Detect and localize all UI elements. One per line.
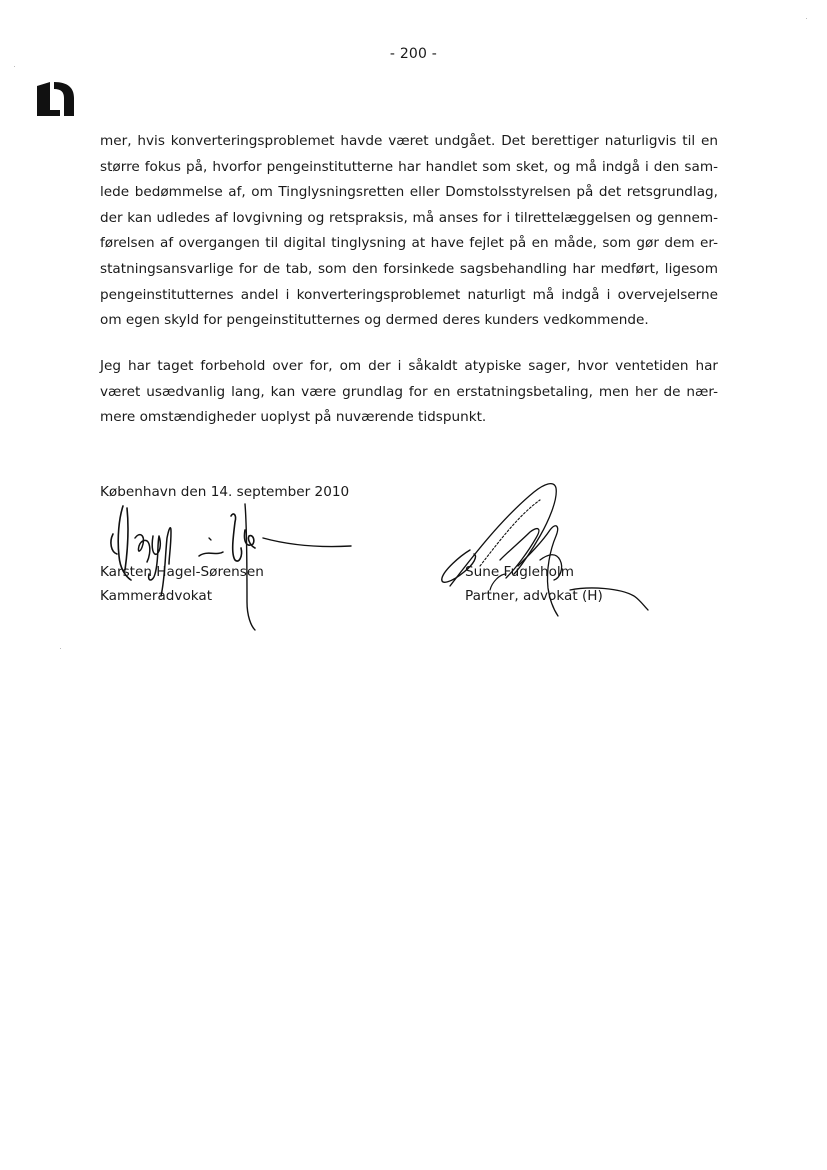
scan-speck — [14, 66, 15, 67]
paragraph-line: der kan udledes af lovgivning og retspraksis, må anses for i tilrettelæggelsen og gennem- — [100, 209, 718, 226]
paragraph-line: mer, hvis konverteringsproblemet havde været undgået. Det berettiger naturligvis til en — [100, 133, 718, 149]
paragraph-line: større fokus på, hvorfor pengeinstitutterne har handlet som sket, og må indgå i den sam- — [100, 158, 718, 175]
scan-speck — [60, 648, 61, 649]
firm-logo-icon — [34, 80, 78, 118]
paragraph-line: været usædvanlig lang, kan være grundlag for en erstatningsbetaling, men her de nær- — [100, 383, 718, 400]
scan-speck — [806, 18, 807, 19]
paragraph-line: lede bedømmelse af, om Tinglysningsretten eller Domstolsstyrelsen på det retsgrundlag, — [100, 184, 718, 201]
signer-right-name: Sune Fugleholm — [465, 564, 574, 580]
signer-left-name: Karsten Hagel-Sørensen — [100, 564, 264, 580]
signer-right-title: Partner, advokat (H) — [465, 588, 603, 604]
signer-right — [465, 560, 603, 608]
paragraph-line: pengeinstitutternes andel i konverteringsproblemet naturligt må indgå i overvejelserne — [100, 286, 718, 303]
place-date: København den 14. september 2010 — [100, 484, 350, 500]
page-number: - 200 - — [389, 46, 438, 62]
paragraph-line: førelsen af overgangen til digital tinglysning at have fejlet på en måde, som gør dem er- — [100, 235, 718, 252]
paragraph-line: mere omstændigheder uoplyst på nuværende tidspunkt. — [100, 409, 487, 426]
paragraph-1 — [100, 129, 718, 334]
signer-left-title: Kammeradvokat — [100, 588, 213, 604]
paragraph-line: Jeg har taget forbehold over for, om der i såkaldt atypiske sager, hvor ventetiden har — [100, 358, 718, 374]
paragraph-2 — [100, 354, 718, 431]
signer-left — [100, 560, 264, 608]
paragraph-line: statningsansvarlige for de tab, som den forsinkede sagsbehandling har medført, ligesom — [100, 260, 718, 277]
paragraph-line: om egen skyld for pengeinstitutternes og dermed deres kunders vedkommende. — [100, 312, 649, 329]
